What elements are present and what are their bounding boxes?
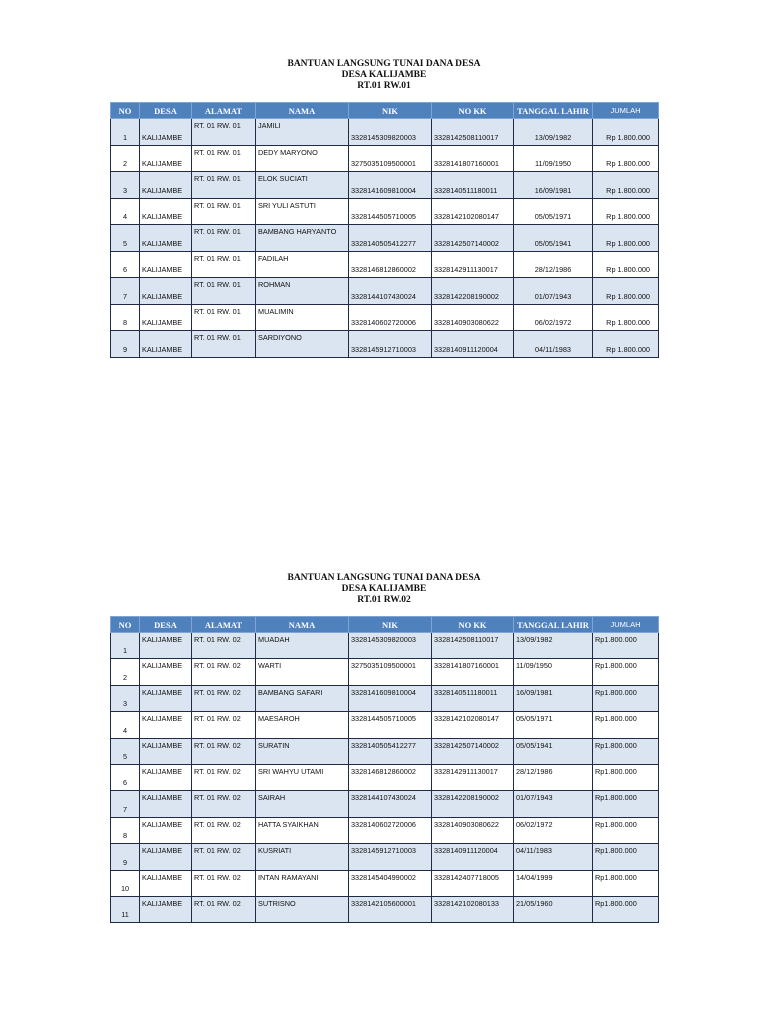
- section-rw02: [110, 573, 658, 923]
- cell-no: 4: [111, 198, 140, 225]
- header-nokk: NO KK: [432, 617, 514, 633]
- cell-nama: SARDIYONO: [256, 331, 349, 358]
- table-row: [111, 712, 659, 738]
- header-no: NO: [111, 617, 140, 633]
- cell-alamat: RT. 01 RW. 01: [192, 278, 256, 305]
- cell-alamat: RT. 01 RW. 02: [192, 844, 256, 870]
- cell-desa: KALIJAMBE: [140, 712, 192, 738]
- cell-no: 2: [111, 659, 140, 685]
- cell-no: 5: [111, 225, 140, 252]
- header-tanggal-lahir: TANGGAL LAHIR: [514, 103, 593, 119]
- header-jumlah: JUMLAH: [593, 617, 659, 633]
- cell-jumlah: Rp1.800.000: [593, 633, 659, 659]
- header-desa: DESA: [140, 617, 192, 633]
- table-row: [111, 119, 659, 146]
- cell-nik: 3328146812860002: [349, 251, 432, 278]
- cell-nik: 3328141609810004: [349, 172, 432, 199]
- cell-desa: KALIJAMBE: [140, 685, 192, 711]
- title-line-2: DESA KALIJAMBE: [341, 70, 427, 80]
- cell-desa: KALIJAMBE: [140, 870, 192, 896]
- cell-nik: 3328140505412277: [349, 738, 432, 764]
- table-row: [111, 685, 659, 711]
- table-row: [111, 659, 659, 685]
- cell-jumlah: Rp 1.800.000: [593, 119, 659, 146]
- cell-nama: WARTI: [256, 659, 349, 685]
- cell-alamat: RT. 01 RW. 02: [192, 685, 256, 711]
- cell-no: 11: [111, 896, 140, 922]
- table-row: [111, 331, 659, 358]
- title-line-1: BANTUAN LANGSUNG TUNAI DANA DESA: [287, 59, 481, 69]
- cell-jumlah: Rp1.800.000: [593, 896, 659, 922]
- cell-nama: BAMBANG HARYANTO: [256, 225, 349, 252]
- cell-desa: KALIJAMBE: [140, 225, 192, 252]
- cell-nama: SUTRISNO: [256, 896, 349, 922]
- cell-nik: 3328140602720006: [349, 817, 432, 843]
- cell-desa: KALIJAMBE: [140, 896, 192, 922]
- title-line-2: DESA KALIJAMBE: [341, 584, 427, 594]
- cell-alamat: RT. 01 RW. 01: [192, 225, 256, 252]
- cell-jumlah: Rp 1.800.000: [593, 251, 659, 278]
- cell-nik: 3328141609810004: [349, 685, 432, 711]
- cell-nokk: 3328140903080622: [432, 817, 514, 843]
- cell-desa: KALIJAMBE: [140, 331, 192, 358]
- cell-desa: KALIJAMBE: [140, 659, 192, 685]
- cell-nama: SAIRAH: [256, 791, 349, 817]
- cell-nama: MAESAROH: [256, 712, 349, 738]
- cell-nokk: 3328140911120004: [432, 844, 514, 870]
- table-row: [111, 817, 659, 843]
- cell-nik: 3328142105600001: [349, 896, 432, 922]
- cell-nokk: 3328142208190002: [432, 791, 514, 817]
- cell-tgl: 06/02/1972: [514, 304, 593, 331]
- header-alamat: ALAMAT: [192, 617, 256, 633]
- cell-desa: KALIJAMBE: [140, 844, 192, 870]
- header-alamat: ALAMAT: [192, 103, 256, 119]
- cell-nokk: 3328142508110017: [432, 119, 514, 146]
- cell-desa: KALIJAMBE: [140, 251, 192, 278]
- cell-tgl: 28/12/1986: [514, 764, 593, 790]
- cell-nama: BAMBANG SAFARI: [256, 685, 349, 711]
- cell-nokk: 3328142208190002: [432, 278, 514, 305]
- cell-tgl: 11/09/1950: [514, 659, 593, 685]
- header-nama: NAMA: [256, 617, 349, 633]
- cell-jumlah: Rp1.800.000: [593, 659, 659, 685]
- cell-nik: 3328145309820003: [349, 633, 432, 659]
- cell-desa: KALIJAMBE: [140, 278, 192, 305]
- table-header-row: [111, 103, 659, 119]
- cell-nama: FADILAH: [256, 251, 349, 278]
- header-tanggal-lahir: TANGGAL LAHIR: [514, 617, 593, 633]
- cell-jumlah: Rp 1.800.000: [593, 278, 659, 305]
- cell-alamat: RT. 01 RW. 01: [192, 304, 256, 331]
- cell-desa: KALIJAMBE: [140, 738, 192, 764]
- header-jumlah: JUMLAH: [593, 103, 659, 119]
- cell-desa: KALIJAMBE: [140, 791, 192, 817]
- cell-no: 9: [111, 844, 140, 870]
- cell-nokk: 3328142102080147: [432, 712, 514, 738]
- cell-desa: KALIJAMBE: [140, 764, 192, 790]
- cell-no: 3: [111, 685, 140, 711]
- cell-nik: 3275035109500001: [349, 659, 432, 685]
- cell-nama: INTAN RAMAYANI: [256, 870, 349, 896]
- header-nama: NAMA: [256, 103, 349, 119]
- cell-no: 4: [111, 712, 140, 738]
- cell-tgl: 01/07/1943: [514, 278, 593, 305]
- cell-alamat: RT. 01 RW. 02: [192, 764, 256, 790]
- table-row: [111, 304, 659, 331]
- cell-jumlah: Rp1.800.000: [593, 738, 659, 764]
- cell-nama: DEDY MARYONO: [256, 145, 349, 172]
- cell-tgl: 05/05/1941: [514, 738, 593, 764]
- cell-tgl: 01/07/1943: [514, 791, 593, 817]
- cell-jumlah: Rp1.800.000: [593, 712, 659, 738]
- table-row: [111, 225, 659, 252]
- cell-nik: 3328144107430024: [349, 278, 432, 305]
- cell-no: 5: [111, 738, 140, 764]
- cell-nama: MUADAH: [256, 633, 349, 659]
- cell-tgl: 21/05/1960: [514, 896, 593, 922]
- cell-nama: JAMILI: [256, 119, 349, 146]
- cell-desa: KALIJAMBE: [140, 633, 192, 659]
- cell-nokk: 3328142507140002: [432, 225, 514, 252]
- cell-desa: KALIJAMBE: [140, 145, 192, 172]
- cell-jumlah: Rp 1.800.000: [593, 145, 659, 172]
- page-title: [110, 573, 658, 606]
- cell-nama: MUALIMIN: [256, 304, 349, 331]
- table-row: [111, 278, 659, 305]
- cell-nokk: 3328142102080133: [432, 896, 514, 922]
- cell-no: 7: [111, 278, 140, 305]
- cell-nik: 3328144107430024: [349, 791, 432, 817]
- cell-nokk: 3328141807160001: [432, 145, 514, 172]
- cell-jumlah: Rp 1.800.000: [593, 304, 659, 331]
- cell-desa: KALIJAMBE: [140, 817, 192, 843]
- cell-tgl: 16/09/1981: [514, 172, 593, 199]
- table-row: [111, 251, 659, 278]
- cell-alamat: RT. 01 RW. 02: [192, 870, 256, 896]
- cell-alamat: RT. 01 RW. 01: [192, 251, 256, 278]
- cell-tgl: 11/09/1950: [514, 145, 593, 172]
- cell-no: 1: [111, 119, 140, 146]
- cell-nokk: 3328141807160001: [432, 659, 514, 685]
- cell-alamat: RT. 01 RW. 01: [192, 172, 256, 199]
- cell-nama: KUSRIATI: [256, 844, 349, 870]
- cell-jumlah: Rp 1.800.000: [593, 198, 659, 225]
- cell-jumlah: Rp 1.800.000: [593, 172, 659, 199]
- cell-alamat: RT. 01 RW. 02: [192, 791, 256, 817]
- cell-desa: KALIJAMBE: [140, 119, 192, 146]
- cell-alamat: RT. 01 RW. 02: [192, 817, 256, 843]
- cell-jumlah: Rp 1.800.000: [593, 331, 659, 358]
- cell-tgl: 13/09/1982: [514, 119, 593, 146]
- table-row: [111, 896, 659, 922]
- cell-jumlah: Rp 1.800.000: [593, 225, 659, 252]
- cell-nama: ROHMAN: [256, 278, 349, 305]
- table-row: [111, 198, 659, 225]
- cell-jumlah: Rp1.800.000: [593, 870, 659, 896]
- table-row: [111, 145, 659, 172]
- cell-nokk: 3328140911120004: [432, 331, 514, 358]
- page-title: [110, 59, 658, 92]
- cell-no: 3: [111, 172, 140, 199]
- cell-nik: 3328144505710005: [349, 712, 432, 738]
- title-line-3: RT.01 RW.02: [357, 595, 411, 605]
- cell-nik: 3328144505710005: [349, 198, 432, 225]
- cell-tgl: 13/09/1982: [514, 633, 593, 659]
- table-row: [111, 844, 659, 870]
- cell-alamat: RT. 01 RW. 02: [192, 633, 256, 659]
- cell-no: 8: [111, 817, 140, 843]
- cell-nokk: 3328142508110017: [432, 633, 514, 659]
- cell-tgl: 28/12/1986: [514, 251, 593, 278]
- cell-nama: SRI YULI ASTUTI: [256, 198, 349, 225]
- header-nik: NIK: [349, 103, 432, 119]
- cell-jumlah: Rp1.800.000: [593, 844, 659, 870]
- cell-tgl: 14/04/1999: [514, 870, 593, 896]
- title-line-3: RT.01 RW.01: [357, 81, 411, 91]
- section-rw01: [110, 59, 658, 358]
- cell-alamat: RT. 01 RW. 02: [192, 659, 256, 685]
- cell-jumlah: Rp1.800.000: [593, 685, 659, 711]
- table-row: [111, 870, 659, 896]
- cell-tgl: 05/05/1971: [514, 198, 593, 225]
- cell-nik: 3328145309820003: [349, 119, 432, 146]
- cell-alamat: RT. 01 RW. 01: [192, 119, 256, 146]
- cell-tgl: 16/09/1981: [514, 685, 593, 711]
- cell-tgl: 04/11/1983: [514, 844, 593, 870]
- header-desa: DESA: [140, 103, 192, 119]
- cell-nama: ELOK SUCIATI: [256, 172, 349, 199]
- cell-desa: KALIJAMBE: [140, 198, 192, 225]
- cell-nokk: 3328142102080147: [432, 198, 514, 225]
- table-row: [111, 633, 659, 659]
- recipient-table: [110, 102, 659, 358]
- table-row: [111, 791, 659, 817]
- table-header-row: [111, 617, 659, 633]
- cell-tgl: 05/05/1941: [514, 225, 593, 252]
- cell-alamat: RT. 01 RW. 02: [192, 712, 256, 738]
- cell-nokk: 3328140511180011: [432, 172, 514, 199]
- header-nokk: NO KK: [432, 103, 514, 119]
- cell-alamat: RT. 01 RW. 02: [192, 896, 256, 922]
- cell-jumlah: Rp1.800.000: [593, 817, 659, 843]
- cell-nama: HATTA SYAIKHAN: [256, 817, 349, 843]
- cell-nokk: 3328142507140002: [432, 738, 514, 764]
- cell-nik: 3328140505412277: [349, 225, 432, 252]
- cell-nik: 3328145404990002: [349, 870, 432, 896]
- cell-no: 6: [111, 764, 140, 790]
- cell-nik: 3328145912710003: [349, 331, 432, 358]
- cell-nik: 3328145912710003: [349, 844, 432, 870]
- table-row: [111, 764, 659, 790]
- cell-alamat: RT. 01 RW. 02: [192, 738, 256, 764]
- cell-nokk: 3328140511180011: [432, 685, 514, 711]
- cell-no: 10: [111, 870, 140, 896]
- table-row: [111, 738, 659, 764]
- header-no: NO: [111, 103, 140, 119]
- cell-nokk: 3328142911130017: [432, 251, 514, 278]
- cell-no: 7: [111, 791, 140, 817]
- recipient-table: [110, 616, 659, 923]
- cell-nik: 3275035109500001: [349, 145, 432, 172]
- cell-desa: KALIJAMBE: [140, 304, 192, 331]
- title-line-1: BANTUAN LANGSUNG TUNAI DANA DESA: [287, 573, 481, 583]
- cell-no: 2: [111, 145, 140, 172]
- cell-nama: SURATIN: [256, 738, 349, 764]
- cell-nik: 3328146812860002: [349, 764, 432, 790]
- cell-tgl: 05/05/1971: [514, 712, 593, 738]
- cell-no: 9: [111, 331, 140, 358]
- cell-no: 8: [111, 304, 140, 331]
- cell-desa: KALIJAMBE: [140, 172, 192, 199]
- cell-tgl: 04/11/1983: [514, 331, 593, 358]
- table-row: [111, 172, 659, 199]
- cell-alamat: RT. 01 RW. 01: [192, 331, 256, 358]
- cell-nokk: 3328140903080622: [432, 304, 514, 331]
- cell-no: 6: [111, 251, 140, 278]
- cell-nik: 3328140602720006: [349, 304, 432, 331]
- cell-no: 1: [111, 633, 140, 659]
- header-nik: NIK: [349, 617, 432, 633]
- cell-alamat: RT. 01 RW. 01: [192, 198, 256, 225]
- cell-nama: SRI WAHYU UTAMI: [256, 764, 349, 790]
- cell-tgl: 06/02/1972: [514, 817, 593, 843]
- cell-nokk: 3328142911130017: [432, 764, 514, 790]
- cell-jumlah: Rp1.800.000: [593, 764, 659, 790]
- cell-nokk: 3328142407718005: [432, 870, 514, 896]
- cell-jumlah: Rp1.800.000: [593, 791, 659, 817]
- cell-alamat: RT. 01 RW. 01: [192, 145, 256, 172]
